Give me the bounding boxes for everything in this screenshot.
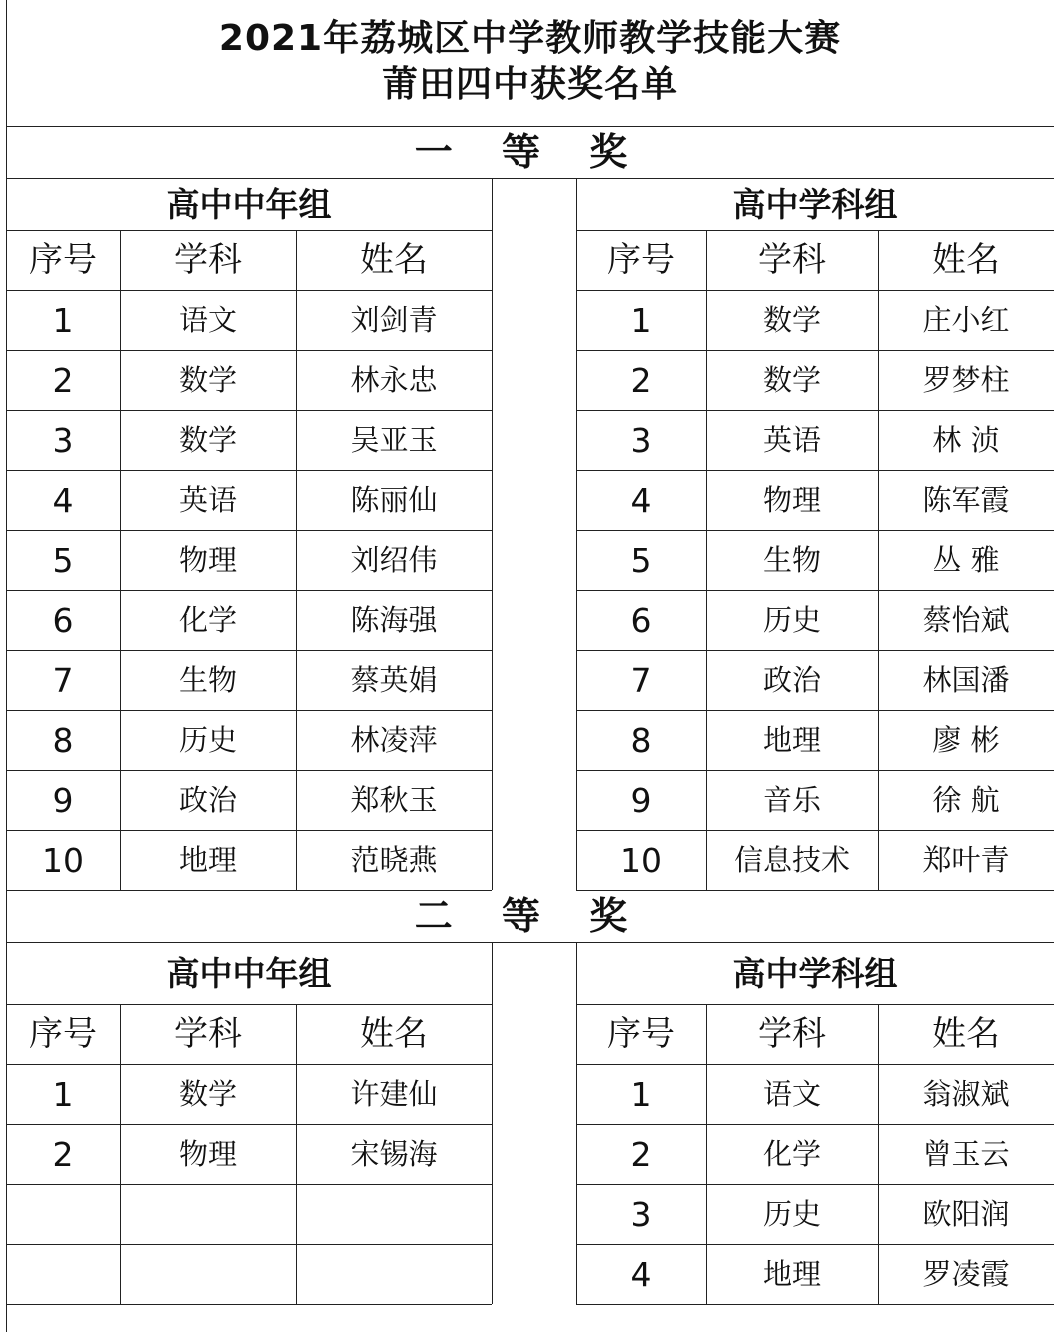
row-subject: 历史 <box>762 1196 821 1231</box>
row-index: 8 <box>52 720 74 760</box>
row-index: 9 <box>630 780 652 820</box>
row-index: 10 <box>620 840 662 880</box>
row-index: 1 <box>52 300 74 340</box>
row-index: 8 <box>630 720 652 760</box>
row-subject <box>120 1184 296 1244</box>
row-index <box>6 1244 120 1304</box>
row-subject: 生物 <box>762 542 821 577</box>
row-subject <box>120 1244 296 1304</box>
row-index: 4 <box>630 1254 652 1294</box>
row-index: 6 <box>630 600 652 640</box>
row-name: 陈丽仙 <box>350 482 438 517</box>
row-index: 9 <box>52 780 74 820</box>
row-subject: 物理 <box>178 1136 237 1171</box>
column-header-subject: 学科 <box>174 240 242 280</box>
title-line-1: 2021年荔城区中学教师教学技能大赛 <box>218 18 842 59</box>
column-header-index: 序号 <box>29 240 97 280</box>
column-header-name: 姓名 <box>360 1014 428 1054</box>
row-index: 4 <box>52 480 74 520</box>
row-name: 廖 彬 <box>932 722 1000 757</box>
right-group-title: 高中学科组 <box>732 184 898 224</box>
row-name: 林永忠 <box>350 362 438 397</box>
row-index: 4 <box>630 480 652 520</box>
row-name: 刘绍伟 <box>350 542 438 577</box>
row-name: 郑秋玉 <box>350 782 438 817</box>
row-name: 郑叶青 <box>922 842 1010 877</box>
row-name: 范晓燕 <box>350 842 438 877</box>
row-index <box>6 1184 120 1244</box>
column-header-index: 序号 <box>607 1014 675 1054</box>
row-index: 3 <box>52 420 74 460</box>
row-index: 3 <box>630 1194 652 1234</box>
row-index: 2 <box>630 1134 652 1174</box>
grid-line <box>6 1304 492 1305</box>
row-subject: 历史 <box>762 602 821 637</box>
column-header-index: 序号 <box>29 1014 97 1054</box>
row-name: 徐 航 <box>932 782 1000 817</box>
title-line-2: 莆田四中获奖名单 <box>381 64 678 105</box>
row-name: 翁淑斌 <box>922 1076 1010 1111</box>
left-group-title: 高中中年组 <box>166 953 332 993</box>
row-index: 2 <box>52 360 74 400</box>
row-index: 7 <box>630 660 652 700</box>
column-header-name: 姓名 <box>360 240 428 280</box>
grid-line <box>492 942 493 1304</box>
row-name: 许建仙 <box>350 1076 438 1111</box>
row-name <box>296 1244 492 1304</box>
column-header-index: 序号 <box>607 240 675 280</box>
row-subject: 化学 <box>178 602 237 637</box>
row-subject: 历史 <box>178 722 237 757</box>
row-name: 林 浈 <box>932 422 1000 457</box>
award-heading: 一 等 奖 <box>414 130 646 174</box>
row-index: 3 <box>630 420 652 460</box>
row-subject: 生物 <box>178 662 237 697</box>
row-subject: 地理 <box>178 842 237 877</box>
row-subject: 数学 <box>762 302 821 337</box>
row-index: 5 <box>52 540 74 580</box>
row-name: 罗凌霞 <box>922 1256 1010 1291</box>
row-subject: 数学 <box>762 362 821 397</box>
row-subject: 政治 <box>178 782 237 817</box>
row-name: 欧阳润 <box>922 1196 1010 1231</box>
row-index: 2 <box>52 1134 74 1174</box>
row-name: 宋锡海 <box>350 1136 438 1171</box>
row-index: 6 <box>52 600 74 640</box>
left-group-title: 高中中年组 <box>166 184 332 224</box>
row-name: 蔡英娟 <box>350 662 438 697</box>
row-name <box>296 1184 492 1244</box>
row-name: 林国潘 <box>922 662 1010 697</box>
row-subject: 数学 <box>178 422 237 457</box>
row-name: 丛 雅 <box>932 542 1000 577</box>
row-index: 2 <box>630 360 652 400</box>
row-subject: 英语 <box>178 482 237 517</box>
row-index: 7 <box>52 660 74 700</box>
row-index: 1 <box>630 1074 652 1114</box>
row-subject: 数学 <box>178 362 237 397</box>
row-name: 庄小红 <box>922 302 1010 337</box>
right-group-title: 高中学科组 <box>732 953 898 993</box>
column-header-subject: 学科 <box>758 1014 826 1054</box>
row-subject: 信息技术 <box>733 842 850 877</box>
row-subject: 政治 <box>762 662 821 697</box>
row-name: 曾玉云 <box>922 1136 1010 1171</box>
column-header-subject: 学科 <box>174 1014 242 1054</box>
row-subject: 语文 <box>178 302 237 337</box>
award-heading: 二 等 奖 <box>414 894 646 938</box>
row-index: 1 <box>630 300 652 340</box>
row-index: 1 <box>52 1074 74 1114</box>
row-subject: 地理 <box>762 722 821 757</box>
row-subject: 物理 <box>762 482 821 517</box>
row-name: 吴亚玉 <box>350 422 438 457</box>
column-header-name: 姓名 <box>932 240 1000 280</box>
row-subject: 语文 <box>762 1076 821 1111</box>
grid-line <box>576 1304 1054 1305</box>
column-header-subject: 学科 <box>758 240 826 280</box>
row-subject: 音乐 <box>762 782 821 817</box>
row-subject: 化学 <box>762 1136 821 1171</box>
row-name: 陈海强 <box>350 602 438 637</box>
row-subject: 地理 <box>762 1256 821 1291</box>
row-name: 蔡怡斌 <box>922 602 1010 637</box>
row-subject: 英语 <box>762 422 821 457</box>
row-name: 林凌萍 <box>350 722 438 757</box>
row-subject: 数学 <box>178 1076 237 1111</box>
column-header-name: 姓名 <box>932 1014 1000 1054</box>
row-index: 10 <box>42 840 84 880</box>
row-name: 刘剑青 <box>350 302 438 337</box>
row-name: 陈军霞 <box>922 482 1010 517</box>
row-index: 5 <box>630 540 652 580</box>
row-name: 罗梦柱 <box>922 362 1010 397</box>
grid-line <box>492 178 493 890</box>
row-subject: 物理 <box>178 542 237 577</box>
